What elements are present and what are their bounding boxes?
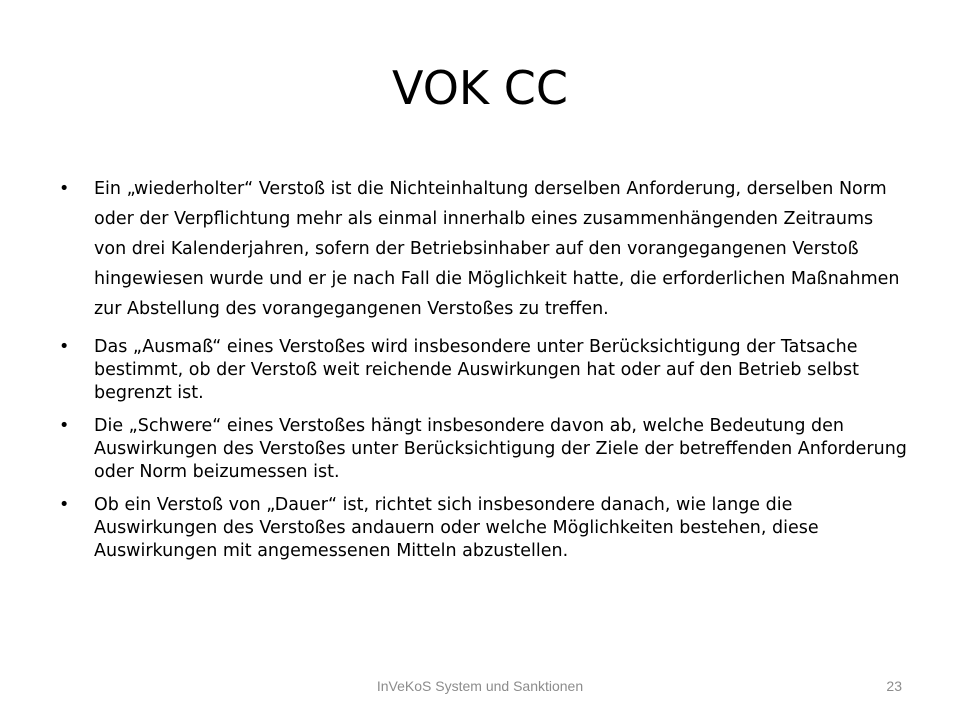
page-number: 23 (886, 678, 902, 694)
bullet-text: Ob ein Verstoß von „Dauer“ ist, richtet sich insbesondere danach, wie lange die Auswirkungen des Verstoßes andauern oder welche Möglichkeiten bestehen, diese Auswirkungen mit angemessenen Mitteln abzustellen. (94, 495, 819, 561)
bullet-item-duration (57, 494, 909, 563)
bullet-icon: • (59, 179, 70, 199)
bullet-icon: • (59, 495, 70, 515)
bullet-text: Die „Schwere“ eines Verstoßes hängt insbesondere davon ab, welche Bedeutung den Auswirkungen des Verstoßes unter Berücksichtigung der Ziele der betreffenden Anforderung oder Norm beizumessen ist. (94, 416, 907, 482)
bullet-icon: • (59, 416, 70, 436)
bullet-list (57, 174, 909, 573)
slide-title: VOK CC (392, 61, 568, 115)
bullet-item-severity (57, 415, 909, 484)
bullet-text: Das „Ausmaß“ eines Verstoßes wird insbesondere unter Berücksichtigung der Tatsache bestimmt, ob der Verstoß weit reichende Auswirkungen hat oder auf den Betrieb selbst begrenzt ist. (94, 337, 859, 403)
bullet-item-repeated-violation (57, 174, 909, 324)
bullet-item-extent (57, 336, 909, 405)
footer-title: InVeKoS System und Sanktionen (376, 678, 584, 694)
bullet-text: Ein „wiederholter“ Verstoß ist die Nichteinhaltung derselben Anforderung, derselben Norm oder der Verpflichtung mehr als einmal innerhalb eines zusammenhängenden Zeitraums von drei Kalenderjahren, sofern der Betriebsinhaber auf den vorangegangenen Verstoß hingewiesen wurde und er je nach Fall die Möglichkeit hatte, die erforderlichen Maßnahmen zur Abstellung des vorangegangenen Verstoßes zu treffen. (94, 179, 900, 319)
bullet-icon: • (59, 337, 70, 357)
